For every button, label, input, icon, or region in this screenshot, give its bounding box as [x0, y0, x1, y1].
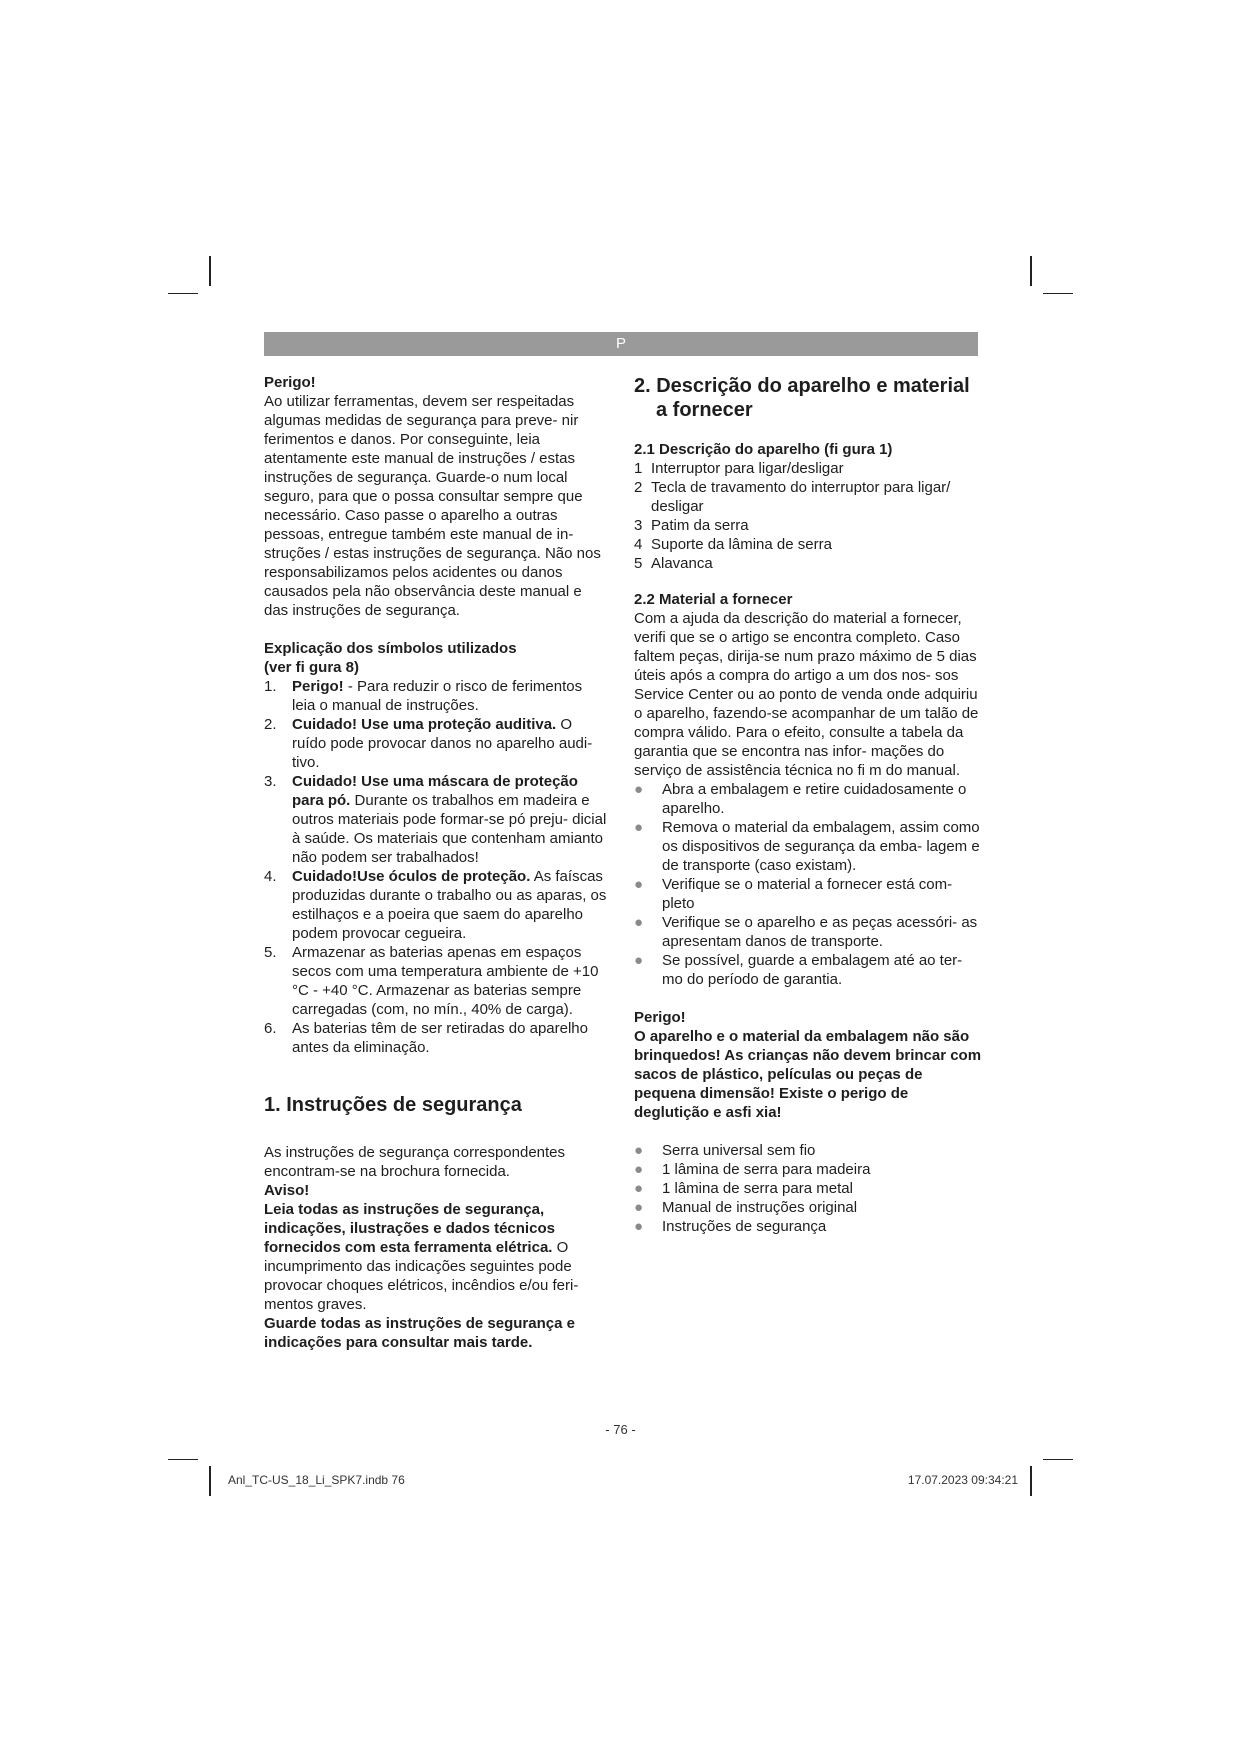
symbol-text: As baterias têm de ser retiradas do aparelho antes da eliminação. — [292, 1020, 588, 1056]
part-item — [634, 554, 984, 573]
content-item-text: Serra universal sem fio — [662, 1142, 816, 1159]
section2-heading-line1: 2. Descrição do aparelho e material — [634, 375, 970, 397]
bullet-icon: ● — [634, 952, 644, 969]
content-item — [634, 1198, 984, 1217]
symbol-bold-text: Cuidado! Use uma proteção auditiva. — [292, 716, 557, 733]
bullet-icon: ● — [634, 914, 644, 931]
step-item — [634, 951, 984, 989]
step-item — [634, 780, 984, 818]
bullet-icon: ● — [634, 876, 644, 893]
subsection-22-paragraph: Com a ajuda da descrição do material a fornecer, verifi que se o artigo se encontra completo. Caso faltem peças, dirija-se num prazo máximo de 5 dias úteis após a compra do artigo a um dos nos- sos Service Center ou ao ponto de venda onde adquiriu o aparelho, fazendo-se acompanhar de um talão de compra válido. Para o efeito, consulte a tabela da garantia que se encontra nas infor- mações do serviço de assistência técnica no fi m do manual. — [634, 610, 979, 779]
unpacking-steps-list — [634, 780, 984, 989]
part-label: Suporte da lâmina de serra — [651, 536, 832, 553]
part-item — [634, 535, 984, 554]
symbols-subtitle: (ver fi gura 8) — [264, 659, 360, 676]
subsection-21-title: 2.1 Descrição do aparelho (fi gura 1) — [634, 441, 893, 458]
keep-instructions-text: Guarde todas as instruções de segurança e indicações para consultar mais tarde. — [264, 1315, 575, 1351]
content-item — [634, 1217, 984, 1236]
step-item — [634, 913, 984, 951]
symbol-bold-text: Perigo! — [292, 678, 344, 695]
danger-paragraph: Ao utilizar ferramentas, devem ser respeitadas algumas medidas de segurança para preve- nir ferimentos e danos. Por conseguinte, leia atentamente este manual de instruções / estas instruções de segurança. Guarde-o num local seguro, para que o possa consultar sempre que necessário. Caso passe o aparelho a outras pessoas, entregue também este manual de in- struções / estas instruções de segurança. Não nos responsabilizamos pelos acidentes ou danos causados pela não observância deste manual e das instruções de segurança. — [264, 393, 601, 619]
content-item-text: 1 lâmina de serra para metal — [662, 1180, 853, 1197]
bullet-icon: ● — [634, 781, 644, 798]
language-header-bar — [264, 332, 978, 356]
step-item — [634, 818, 984, 875]
symbol-text: O ruído pode provocar danos no aparelho audi- tivo. — [292, 716, 593, 771]
crop-mark — [168, 293, 198, 294]
content-item — [634, 1160, 984, 1179]
part-number: 5 — [634, 555, 643, 572]
part-number: 1 — [634, 460, 643, 477]
section1-heading: 1. Instruções de segurança — [264, 1094, 522, 1116]
part-label: Tecla de travamento do interruptor para ligar/ desligar — [651, 479, 951, 515]
content-item — [634, 1179, 984, 1198]
step-item-text: Remova o material da embalagem, assim como os dispositivos de segurança da emba- lagem e de transporte (caso existam). — [662, 819, 980, 874]
part-label: Interruptor para ligar/desligar — [651, 460, 844, 477]
part-item — [634, 516, 984, 535]
part-number: 4 — [634, 536, 643, 553]
content-item-text: Instruções de segurança — [662, 1218, 827, 1235]
part-number: 3 — [634, 517, 643, 534]
part-number: 2 — [634, 479, 643, 496]
content-item — [634, 1141, 984, 1160]
symbol-item — [264, 677, 608, 715]
right-danger-title: Perigo! — [634, 1009, 686, 1026]
symbol-item — [264, 867, 608, 943]
bullet-icon: ● — [634, 819, 644, 836]
symbol-number: 6. — [264, 1020, 277, 1037]
step-item-text: Se possível, guarde a embalagem até ao ter- mo do período de garantia. — [662, 952, 963, 988]
crop-mark — [1043, 1459, 1073, 1460]
left-column — [264, 373, 608, 1352]
symbols-title: Explicação dos símbolos utilizados — [264, 640, 517, 657]
symbol-number: 3. — [264, 773, 277, 790]
section2-heading-line2: a fornecer — [656, 399, 753, 421]
right-danger-paragraph: O aparelho e o material da embalagem não são brinquedos! As crianças não devem brincar com sacos de plástico, películas ou peças de pequena dimensão! Existe o perigo de deglutição e asfi xia! — [634, 1028, 982, 1121]
step-item-text: Abra a embalagem e retire cuidadosamente o aparelho. — [662, 781, 967, 817]
part-label: Patim da serra — [651, 517, 749, 534]
bullet-icon: ● — [634, 1161, 644, 1178]
symbol-bold-text: Cuidado!Use óculos de proteção. — [292, 868, 531, 885]
footer-filename: Anl_TC-US_18_Li_SPK7.indb 76 — [228, 1473, 405, 1487]
content-item-text: 1 lâmina de serra para madeira — [662, 1161, 871, 1178]
right-column — [634, 374, 984, 1236]
symbol-number: 5. — [264, 944, 277, 961]
step-item — [634, 875, 984, 913]
symbol-text: Armazenar as baterias apenas em espaços secos com uma temperatura ambiente de +10 °C - +40 °C. Armazenar as baterias sempre carregadas (com, no mín., 40% de carga). — [292, 944, 599, 1018]
symbol-item — [264, 772, 608, 867]
symbol-item — [264, 1019, 608, 1057]
bullet-icon: ● — [634, 1142, 644, 1159]
subsection-22-title: 2.2 Material a fornecer — [634, 591, 793, 608]
crop-mark — [168, 1459, 198, 1460]
bullet-icon: ● — [634, 1199, 644, 1216]
crop-mark — [1030, 256, 1032, 286]
footer-datetime: 17.07.2023 09:34:21 — [907, 1473, 1018, 1487]
symbols-list — [264, 677, 608, 1057]
bullet-icon: ● — [634, 1218, 644, 1235]
symbol-text: Durante os trabalhos em madeira e outros materiais pode formar-se pó preju- dicial à saúde. Os materiais que contenham amianto não podem ser trabalhados! — [292, 792, 607, 866]
part-label: Alavanca — [651, 555, 713, 572]
language-code: P — [615, 335, 626, 352]
parts-list — [634, 459, 984, 573]
symbol-item — [264, 715, 608, 772]
warning-text: O incumprimento das indicações seguintes pode provocar choques elétricos, incêndios e/ou feri- mentos graves. — [264, 1239, 579, 1313]
crop-mark — [209, 1466, 211, 1496]
symbol-bold-text: Cuidado! Use uma máscara de proteção para pó. — [292, 773, 578, 809]
page-number: - 76 - — [605, 1422, 636, 1437]
crop-mark — [209, 256, 211, 286]
bullet-icon: ● — [634, 1180, 644, 1197]
part-item — [634, 478, 984, 516]
crop-mark — [1043, 293, 1073, 294]
symbol-number: 2. — [264, 716, 277, 733]
content-item-text: Manual de instruções original — [662, 1199, 858, 1216]
danger-title: Perigo! — [264, 374, 316, 391]
contents-list — [634, 1141, 984, 1236]
symbol-text: - Para reduzir o risco de ferimentos leia o manual de instruções. — [292, 678, 583, 714]
warning-paragraph — [264, 1200, 608, 1314]
symbol-text: As faíscas produzidas durante o trabalho ou as aparas, os estilhaços e a poeira que saem do aparelho podem provocar cegueira. — [292, 868, 607, 942]
warning-title: Aviso! — [264, 1182, 310, 1199]
symbol-item — [264, 943, 608, 1019]
step-item-text: Verifique se o material a fornecer está com- pleto — [662, 876, 953, 912]
warning-bold-text: Leia todas as instruções de segurança, indicações, ilustrações e dados técnicos fornecidos com esta ferramenta elétrica. — [264, 1201, 555, 1256]
symbol-number: 4. — [264, 868, 277, 885]
crop-mark — [1030, 1466, 1032, 1496]
step-item-text: Verifique se o aparelho e as peças acessóri- as apresentam danos de transporte. — [662, 914, 978, 950]
symbol-number: 1. — [264, 678, 277, 695]
part-item — [634, 459, 984, 478]
section1-paragraph: As instruções de segurança correspondentes encontram-se na brochura fornecida. — [264, 1144, 566, 1180]
